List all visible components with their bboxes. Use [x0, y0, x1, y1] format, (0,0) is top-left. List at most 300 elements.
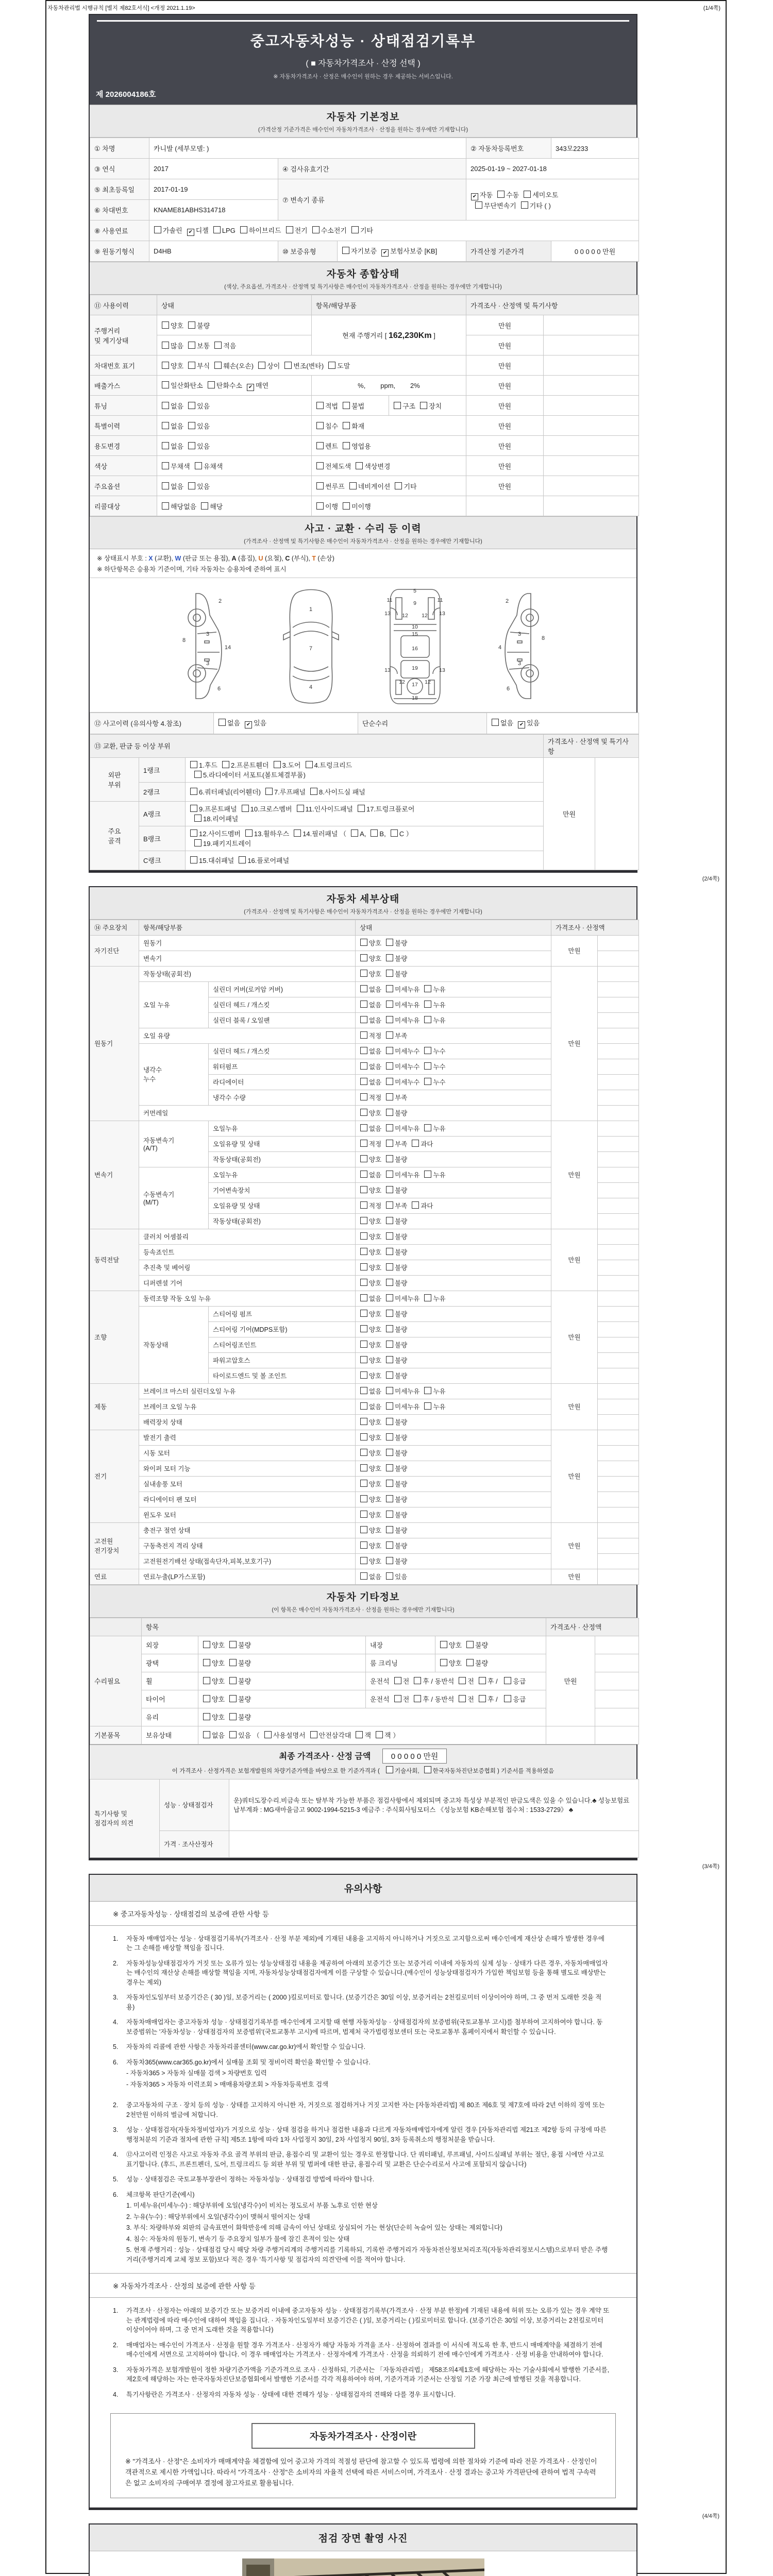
checkbox-label: 도말: [337, 362, 350, 370]
checkbox[interactable]: [162, 422, 169, 429]
table-cell: [139, 1121, 209, 1167]
checkbox-label: 양호: [369, 1558, 382, 1565]
text: 작동상태(공회전): [213, 1156, 261, 1163]
checkbox[interactable]: [412, 1140, 419, 1147]
checkbox-label: 없음: [227, 719, 241, 727]
checkbox[interactable]: [343, 502, 350, 510]
checkbox-label: 양호: [369, 1342, 382, 1349]
checkbox-label: 없음: [369, 1079, 382, 1086]
checkbox[interactable]: [360, 1201, 367, 1209]
checkbox[interactable]: [360, 1541, 367, 1549]
checkbox[interactable]: [203, 1641, 210, 1648]
checkbox[interactable]: [229, 1695, 237, 1702]
checkbox[interactable]: [229, 1677, 237, 1684]
checkbox[interactable]: [386, 1572, 393, 1580]
section-detail-header: [90, 887, 636, 920]
checkbox[interactable]: [214, 362, 222, 369]
checkbox[interactable]: [391, 829, 398, 837]
checkbox[interactable]: [162, 442, 169, 449]
checkbox[interactable]: [188, 362, 195, 369]
checkbox[interactable]: [351, 829, 358, 837]
checkbox[interactable]: [424, 1171, 431, 1178]
checkbox[interactable]: [475, 201, 482, 209]
checkbox[interactable]: [349, 482, 357, 489]
checkbox[interactable]: [245, 829, 253, 837]
checkbox[interactable]: [343, 422, 350, 429]
checkbox[interactable]: [356, 1731, 363, 1738]
checkbox[interactable]: [412, 1201, 419, 1209]
note-text: 특기사항란은 가격조사 · 산정자의 자동차 성능 · 상태에 대한 견해가 성능 · 상태점검자의 견해와 다를 경우 표시합니다.: [126, 2391, 456, 2398]
checkbox[interactable]: [360, 1031, 367, 1039]
checkbox[interactable]: [188, 342, 195, 349]
text: 2랭크: [143, 788, 160, 796]
checkbox[interactable]: [440, 1659, 447, 1666]
checkbox[interactable]: [360, 1232, 367, 1240]
caution-section2-title: ※ 자동차가격조사 · 산정의 보증에 관한 사항 등: [90, 2273, 636, 2298]
checkbox[interactable]: [386, 1078, 393, 1085]
checkbox[interactable]: [386, 1541, 393, 1549]
checkbox[interactable]: [521, 201, 528, 209]
checkbox[interactable]: [360, 1511, 367, 1518]
checkbox[interactable]: [424, 1001, 431, 1008]
table-cell: [544, 416, 639, 436]
text: (A/T): [143, 1145, 158, 1152]
checkbox-checked[interactable]: ✔: [247, 384, 254, 391]
final-price-label: 최종 가격조사 · 산정 금액: [279, 1752, 371, 1761]
checkbox[interactable]: [360, 1387, 367, 1394]
checkbox[interactable]: [386, 1155, 393, 1162]
checkbox[interactable]: [386, 1464, 393, 1471]
checkbox-label: 매연: [256, 381, 269, 389]
checkbox[interactable]: [360, 1572, 367, 1580]
text: 휠: [146, 1677, 153, 1685]
checkbox[interactable]: [222, 761, 229, 768]
table-cell: [356, 1569, 551, 1584]
checkbox[interactable]: [360, 1155, 367, 1162]
checkbox[interactable]: [316, 442, 324, 449]
table-cell: [312, 416, 466, 436]
checkbox-label: 한국자동차진단보증협회: [432, 1768, 496, 1774]
checkbox[interactable]: [360, 985, 367, 992]
checkbox[interactable]: [316, 402, 324, 409]
checkbox[interactable]: [386, 1047, 393, 1054]
checkbox[interactable]: [386, 1031, 393, 1039]
checkbox[interactable]: [240, 226, 247, 233]
checkbox[interactable]: [360, 1124, 367, 1131]
checkbox[interactable]: [203, 1695, 210, 1702]
checkbox[interactable]: [497, 191, 505, 198]
checkbox[interactable]: [162, 502, 169, 510]
table-cell: [356, 1121, 551, 1136]
checkbox[interactable]: [386, 1016, 393, 1023]
checkbox-checked[interactable]: ✔: [381, 249, 389, 257]
checkbox[interactable]: [386, 1201, 393, 1209]
checkbox[interactable]: [504, 1677, 511, 1684]
text: 실내송풍 모터: [143, 1481, 182, 1488]
checkbox[interactable]: [286, 226, 293, 233]
text: 카니발 (세부모델: ): [154, 145, 209, 152]
table-cell: [598, 1136, 639, 1151]
checkbox-label: 누유: [433, 1125, 446, 1132]
checkbox[interactable]: [466, 1659, 474, 1666]
checkbox[interactable]: [424, 1294, 431, 1301]
checkbox-label: 불량: [395, 1450, 408, 1457]
checkbox[interactable]: [424, 1078, 431, 1085]
caution-body-1: [90, 1926, 636, 2274]
checkbox[interactable]: [360, 1495, 367, 1502]
checkbox[interactable]: [162, 342, 169, 349]
table-cell: [198, 1726, 546, 1744]
row-label: [139, 826, 186, 851]
table-cell: [312, 376, 466, 396]
checkbox[interactable]: [229, 1713, 237, 1720]
checkbox[interactable]: [386, 1433, 393, 1440]
checkbox[interactable]: [360, 939, 367, 946]
checkbox[interactable]: [386, 939, 393, 946]
table-cell: [90, 734, 544, 757]
checkbox-label: 양호: [369, 1110, 382, 1117]
text: 항목: [146, 1623, 159, 1631]
checkbox[interactable]: [360, 1217, 367, 1224]
checkbox[interactable]: [386, 1001, 393, 1008]
checkbox[interactable]: [214, 342, 222, 349]
note-number: 2.: [113, 2102, 119, 2109]
table-cell: [544, 456, 639, 476]
checkbox[interactable]: [239, 856, 246, 863]
checkbox[interactable]: [524, 191, 531, 198]
checkbox[interactable]: [360, 1248, 367, 1255]
checkbox[interactable]: [203, 1677, 210, 1684]
checkbox[interactable]: [394, 1677, 401, 1684]
checkbox[interactable]: [213, 226, 221, 233]
table-cell: [598, 1352, 639, 1368]
checkbox-label: 불량: [395, 1218, 408, 1225]
checkbox[interactable]: [360, 1093, 367, 1100]
checkbox[interactable]: [154, 226, 161, 233]
checkbox-label: 있음: [395, 1573, 408, 1581]
checkbox[interactable]: [386, 1387, 393, 1394]
checkbox[interactable]: [203, 1731, 210, 1738]
checkbox[interactable]: [312, 226, 320, 233]
checkbox[interactable]: [265, 788, 273, 795]
checkbox[interactable]: [360, 970, 367, 977]
table-cell: [551, 935, 598, 966]
checkbox[interactable]: [424, 1766, 431, 1773]
checkbox-label: 없음: [369, 1388, 382, 1395]
caution-header: 유의사항: [90, 1875, 636, 1902]
checkbox[interactable]: [360, 1557, 367, 1564]
checkbox[interactable]: [360, 1325, 367, 1332]
checkbox[interactable]: [162, 482, 169, 489]
checkbox[interactable]: [360, 1433, 367, 1440]
checkbox[interactable]: [386, 1232, 393, 1240]
checkbox[interactable]: [386, 1371, 393, 1379]
checkbox[interactable]: [424, 1016, 431, 1023]
checkbox-label: 17.트렁크플로어: [366, 805, 415, 813]
table-cell: [139, 1028, 356, 1043]
page-3-box: [89, 1874, 637, 2511]
checkbox-label: 장치: [429, 402, 442, 410]
note-text: ⑫사고이력 인정은 사고로 자동차 주요 골격 부위의 판금, 용접수리 및 교환이 있는 경우로 한정합니다. 단 쿼터패널, 루프패널, 사이드실패널 부위는 절단, 용접 시에만 사고로 표기합니다. (후드, 프론트펜더, 도어, 트렁크리드 등 외판 부위 및 범퍼에 대한 판금, 용접수리 및 교환은 단순수리로서 사고에 포함되지 않습니다): [126, 2151, 604, 2168]
checkbox[interactable]: [386, 1449, 393, 1456]
checkbox[interactable]: [356, 462, 363, 469]
checkbox[interactable]: [294, 829, 301, 837]
checkbox[interactable]: [386, 1526, 393, 1533]
checkbox[interactable]: [360, 1356, 367, 1363]
checkbox[interactable]: [274, 761, 281, 768]
checkbox-checked[interactable]: ✔: [187, 229, 194, 236]
checkbox[interactable]: [358, 805, 365, 812]
checkbox[interactable]: [342, 247, 349, 254]
checkbox[interactable]: [194, 839, 201, 846]
checkbox[interactable]: [386, 1248, 393, 1255]
checkbox-label: 12.사이드멤버: [199, 830, 241, 838]
checkbox[interactable]: [360, 1078, 367, 1085]
text: 만원: [564, 1677, 577, 1685]
checkbox[interactable]: [162, 402, 169, 409]
checkbox[interactable]: [360, 1480, 367, 1487]
checkbox[interactable]: [386, 954, 393, 961]
section-subtitle: (이 항목은 매수인이 자동차가격조사 · 산정을 원하는 경우에만 기재합니다): [272, 1606, 455, 1613]
checkbox[interactable]: [219, 719, 226, 726]
table-cell: [90, 1618, 142, 1636]
checkbox[interactable]: [162, 381, 169, 388]
checkbox[interactable]: [386, 1325, 393, 1332]
checkbox[interactable]: [479, 1677, 486, 1684]
checkbox[interactable]: [360, 1341, 367, 1348]
diagram-panel-number: 2: [218, 598, 222, 604]
checkbox[interactable]: [386, 1109, 393, 1116]
checkbox[interactable]: [440, 1641, 447, 1648]
checkbox[interactable]: [360, 1402, 367, 1410]
checkbox-label: 없음: [369, 1002, 382, 1009]
checkbox[interactable]: [242, 805, 249, 812]
checkbox[interactable]: [424, 1124, 431, 1131]
checkbox[interactable]: [386, 1356, 393, 1363]
checkbox[interactable]: [386, 1263, 393, 1270]
diagram-panel-number: 1: [309, 606, 312, 613]
checkbox[interactable]: [188, 482, 195, 489]
checkbox[interactable]: [386, 1124, 393, 1131]
table-cell: [551, 966, 598, 1121]
checkbox[interactable]: [386, 985, 393, 992]
text: ⑦ 변속기 종류: [282, 196, 325, 204]
checkbox[interactable]: [195, 462, 202, 469]
checkbox[interactable]: [386, 1480, 393, 1487]
checkbox[interactable]: [386, 1217, 393, 1224]
checkbox[interactable]: [360, 1418, 367, 1425]
checkbox[interactable]: [316, 422, 324, 429]
checkbox[interactable]: [386, 1402, 393, 1410]
checkbox[interactable]: [386, 1310, 393, 1317]
checkbox[interactable]: [162, 362, 169, 369]
checkbox[interactable]: [316, 502, 324, 510]
checkbox-label: 하이브리드: [248, 227, 281, 234]
checkbox[interactable]: [386, 1495, 393, 1502]
checkbox[interactable]: [190, 856, 197, 863]
table-cell: [546, 1618, 639, 1636]
checkbox-checked[interactable]: ✔: [471, 193, 478, 200]
checkbox[interactable]: [316, 462, 324, 469]
text: B랭크: [143, 835, 161, 843]
checkbox[interactable]: [386, 1186, 393, 1193]
checkbox[interactable]: [360, 1449, 367, 1456]
checkbox[interactable]: [310, 1731, 317, 1738]
table-cell: [186, 826, 544, 851]
checkbox[interactable]: [229, 1659, 237, 1666]
row-label: [139, 801, 186, 826]
checkbox[interactable]: [395, 482, 402, 489]
checkbox[interactable]: [459, 1677, 466, 1684]
table-cell: [356, 1244, 551, 1260]
checkbox[interactable]: [360, 1171, 367, 1178]
checkbox[interactable]: [424, 1387, 431, 1394]
checkbox[interactable]: [386, 1171, 393, 1178]
checkbox[interactable]: [208, 381, 215, 388]
checkbox[interactable]: [424, 1402, 431, 1410]
basic-info-table: [90, 138, 636, 262]
checkbox[interactable]: [386, 1341, 393, 1348]
table-cell: [466, 179, 639, 221]
checkbox[interactable]: [203, 1713, 210, 1720]
table-cell: [466, 355, 544, 376]
checkbox[interactable]: [306, 761, 313, 768]
text: 수리필요: [94, 1677, 121, 1685]
text: 리콜대상: [94, 502, 121, 511]
checkbox[interactable]: [414, 1677, 421, 1684]
checkbox[interactable]: [190, 829, 197, 837]
checkbox[interactable]: [420, 402, 427, 409]
checkbox[interactable]: [190, 788, 197, 795]
checkbox[interactable]: [343, 442, 350, 449]
checkbox[interactable]: [371, 829, 378, 837]
checkbox[interactable]: [188, 321, 195, 329]
checkbox[interactable]: [360, 1047, 367, 1054]
checkbox[interactable]: [386, 1511, 393, 1518]
checkbox[interactable]: [424, 1062, 431, 1070]
checkbox[interactable]: [229, 1641, 237, 1648]
page-4-box: [89, 2523, 637, 2576]
checkbox[interactable]: [459, 1695, 466, 1702]
checkbox[interactable]: [360, 1062, 367, 1070]
table-cell: [544, 396, 639, 416]
checkbox[interactable]: [264, 1731, 272, 1738]
checkbox[interactable]: [360, 1294, 367, 1301]
diagram-panel-number: 11: [437, 597, 443, 603]
checkbox[interactable]: [386, 1279, 393, 1286]
text: 워터펌프: [213, 1063, 238, 1071]
table-cell: [598, 951, 639, 966]
checkbox-label: 누유: [433, 986, 446, 993]
checkbox-label: 누유: [433, 1172, 446, 1179]
text: （: [251, 1732, 260, 1739]
checkbox[interactable]: [194, 771, 201, 778]
checkbox[interactable]: [360, 1310, 367, 1317]
checkbox[interactable]: [188, 402, 195, 409]
checkbox[interactable]: [194, 815, 201, 822]
checkbox[interactable]: [229, 1731, 237, 1738]
table-cell: [209, 981, 356, 997]
table-cell: [139, 1507, 356, 1522]
checkbox[interactable]: [360, 1109, 367, 1116]
checkbox[interactable]: [386, 1294, 393, 1301]
checkbox[interactable]: [188, 422, 195, 429]
checkbox[interactable]: [360, 1140, 367, 1147]
checkbox[interactable]: [376, 1731, 383, 1738]
checkbox[interactable]: [297, 805, 304, 812]
diagram-panel-number: 19: [411, 665, 418, 671]
checkbox[interactable]: [316, 482, 324, 489]
section-overall-header: [90, 262, 636, 295]
checkbox[interactable]: [360, 1016, 367, 1023]
checkbox-checked[interactable]: ✔: [245, 721, 252, 728]
table-cell: [598, 1553, 639, 1569]
checkbox[interactable]: [190, 805, 197, 812]
text: 광택: [146, 1659, 159, 1667]
checkbox[interactable]: [386, 1557, 393, 1564]
checkbox[interactable]: [360, 1001, 367, 1008]
checkbox[interactable]: [162, 321, 169, 329]
checkbox[interactable]: [188, 442, 195, 449]
checkbox[interactable]: [360, 1371, 367, 1379]
checkbox[interactable]: [258, 362, 265, 369]
text: A: [231, 555, 237, 562]
text: 동력조향 작동 오일 누유: [143, 1295, 211, 1302]
checkbox[interactable]: [394, 402, 401, 409]
checkbox[interactable]: [360, 1263, 367, 1270]
checkbox[interactable]: [386, 970, 393, 977]
checkbox[interactable]: [343, 402, 350, 409]
checkbox[interactable]: [386, 1418, 393, 1425]
checkbox[interactable]: [479, 1695, 486, 1702]
checkbox[interactable]: [394, 1695, 401, 1702]
table-cell: [466, 496, 544, 516]
checkbox[interactable]: [386, 1062, 393, 1070]
checkbox-checked[interactable]: ✔: [518, 721, 525, 728]
checkbox[interactable]: [360, 954, 367, 961]
checkbox[interactable]: [360, 1464, 367, 1471]
checkbox[interactable]: [328, 362, 335, 369]
checkbox[interactable]: [414, 1695, 421, 1702]
checkbox[interactable]: [360, 1526, 367, 1533]
checkbox[interactable]: [504, 1695, 511, 1702]
checkbox[interactable]: [386, 1140, 393, 1147]
table-cell: [356, 966, 551, 981]
checkbox[interactable]: [386, 1093, 393, 1100]
checkbox[interactable]: [351, 226, 359, 233]
checkbox[interactable]: [310, 788, 317, 795]
checkbox[interactable]: [360, 1279, 367, 1286]
checkbox[interactable]: [492, 719, 499, 726]
table-cell: [356, 997, 551, 1012]
checkbox[interactable]: [284, 362, 292, 369]
text: ① 차명: [94, 145, 115, 152]
checkbox[interactable]: [190, 761, 197, 768]
row-label: [90, 496, 157, 516]
checkbox[interactable]: [386, 1766, 393, 1773]
checkbox[interactable]: [466, 1641, 474, 1648]
note-text: 성능 · 상태점검은 국토교통부장관이 정하는 자동차성능 · 상태점검 방법에 따라야 합니다.: [126, 2176, 375, 2183]
checkbox[interactable]: [162, 462, 169, 469]
checkbox[interactable]: [424, 1047, 431, 1054]
checkbox-label: 구조: [402, 402, 416, 410]
text: 2025-01-19 ~ 2027-01-18: [470, 165, 547, 173]
checkbox[interactable]: [424, 985, 431, 992]
checkbox[interactable]: [360, 1186, 367, 1193]
checkbox[interactable]: [201, 502, 208, 510]
checkbox[interactable]: [203, 1659, 210, 1666]
table-cell: [356, 920, 551, 935]
